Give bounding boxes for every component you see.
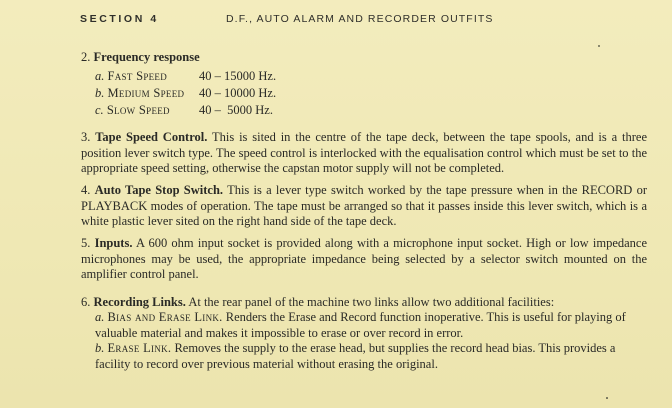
paragraph-text: This is sited in the centre of the tape deck, between the tape spools, and is a three position lever switch type. The speed control is interlocked with the equalisation control which must be set to the appropriate speed setting, otherwise the capstan motor supply will not be completed. <box>81 130 647 175</box>
paragraph-title: Auto Tape Stop Switch. <box>94 183 224 197</box>
paragraph-title: Inputs. <box>94 236 133 250</box>
page-header <box>80 13 640 25</box>
paragraph-title: Recording Links. <box>93 295 186 309</box>
section-label: SECTION 4 <box>80 13 159 25</box>
paragraph-recording-links <box>81 295 647 311</box>
paragraph-inputs <box>81 236 647 283</box>
frequency-number: 2. <box>81 50 91 64</box>
row-label: Medium Speed <box>107 86 185 100</box>
row-label: Fast Speed <box>107 69 168 83</box>
paragraph-text: A 600 ohm input socket is provided along with a microphone input socket. High or low impedance microphones may be used, the appropriate impedance being selected by a selector switch mounted on the amplifier control panel. <box>81 236 648 281</box>
paragraph-text: This is a lever type switch worked by the tape pressure when in the RECORD or PLAYBACK modes of operation. The tape must be arranged so that it passes inside this lever switch, which is a white plastic lever sited on the right hand side of the tape deck. <box>81 183 647 228</box>
frequency-row-fast <box>95 69 277 85</box>
paragraph-number: 3. <box>81 130 91 144</box>
frequency-row-slow <box>95 103 273 119</box>
row-value: 40 – 5000 Hz. <box>199 103 273 117</box>
row-letter: a. <box>95 69 105 83</box>
link-text: Renders the Erase and Record function inoperative. This is useful for playing of valuable material and makes it impossible to erase or over record in error. <box>95 310 626 340</box>
link-name: Erase Link. <box>107 341 172 355</box>
header-title: D.F., AUTO ALARM AND RECORDER OUTFITS <box>226 13 494 25</box>
row-letter: c. <box>95 103 104 117</box>
row-value: 40 – 10000 Hz. <box>199 86 277 100</box>
row-label: Slow Speed <box>106 103 170 117</box>
link-letter: b. <box>95 341 105 355</box>
paragraph-auto-tape-stop <box>81 183 647 230</box>
link-text: Removes the supply to the erase head, but supplies the record head bias. This provides a facility to record over previous material without erasing the original. <box>95 341 616 371</box>
paragraph-number: 4. <box>81 183 91 197</box>
link-letter: a. <box>95 310 105 324</box>
paragraph-text: At the rear panel of the machine two links allow two additional facilities: <box>188 295 555 309</box>
frequency-row-medium <box>95 86 277 102</box>
link-erase <box>95 341 647 372</box>
paragraph-title: Tape Speed Control. <box>95 130 208 144</box>
frequency-heading <box>81 50 200 65</box>
paper-speck <box>598 45 600 47</box>
link-name: Bias and Erase Link. <box>107 310 223 324</box>
row-value: 40 – 15000 Hz. <box>199 69 277 83</box>
paragraph-number: 6. <box>81 295 91 309</box>
frequency-title: Frequency response <box>93 50 200 64</box>
row-letter: b. <box>95 86 105 100</box>
paper-speck <box>606 397 608 399</box>
paragraph-number: 5. <box>81 236 91 250</box>
paragraph-tape-speed-control <box>81 130 647 177</box>
link-bias-and-erase <box>95 310 647 341</box>
